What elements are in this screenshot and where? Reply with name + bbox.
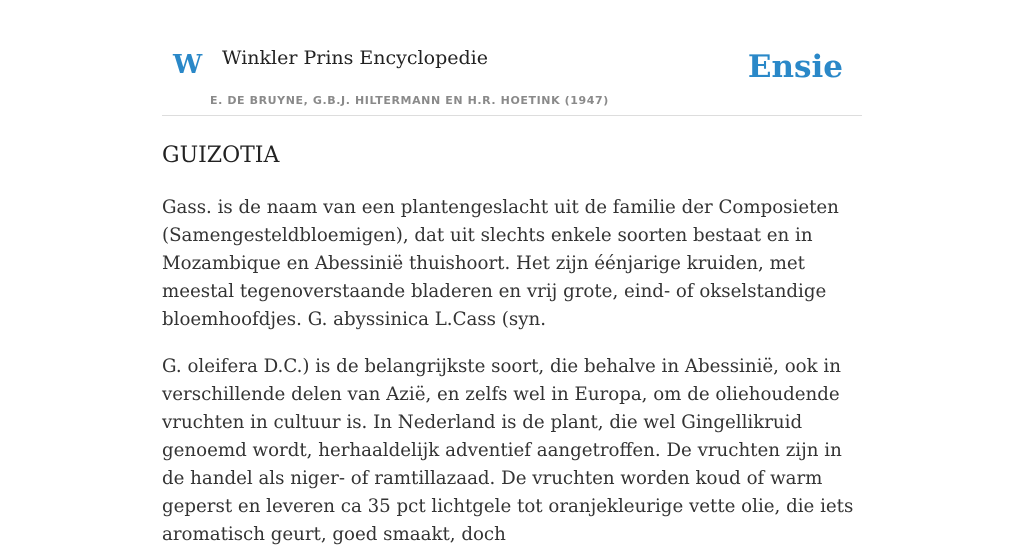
page (162, 0, 862, 549)
article-title: GUIZOTIA (162, 143, 280, 168)
ensie-brand-logo[interactable]: Ensie (747, 49, 843, 85)
site-header (162, 0, 862, 116)
publication-title[interactable]: Winkler Prins Encyclopedie (222, 47, 488, 69)
article-paragraph: Gass. is de naam van een plantengeslacht uit de familie der Composieten (Samengesteldbloemigen), dat uit slechts enkele soorten bestaat en in Mozambique en Abessinië thuishoort. Het zijn éénjarige kruiden, met meestal tegenoverstaande bladeren en vrij grote, eind- of okselstandige bloemhoofdjes. G. abyssinica L.Cass (syn. (162, 197, 839, 330)
publication-logo[interactable]: W (173, 50, 203, 80)
publication-authors: E. DE BRUYNE, G.B.J. HILTERMANN EN H.R. HOETINK (1947) (210, 94, 609, 107)
article-paragraph: G. oleifera D.C.) is de belangrijkste soort, die behalve in Abessinië, ook in verschillende delen van Azië, en zelfs wel in Europa, om de oliehoudende vruchten in cultuur is. In Nederland is de plant, die wel Gingellikruid genoemd wordt, herhaaldelijk adventief aangetroffen. De vruchten zijn in de handel als niger- of ramtillazaad. De vruchten worden koud of warm geperst en leveren ca 35 pct lichtgele tot oranjekleurige vette olie, die iets aromatisch geurt, goed smaakt, doch (162, 356, 854, 545)
